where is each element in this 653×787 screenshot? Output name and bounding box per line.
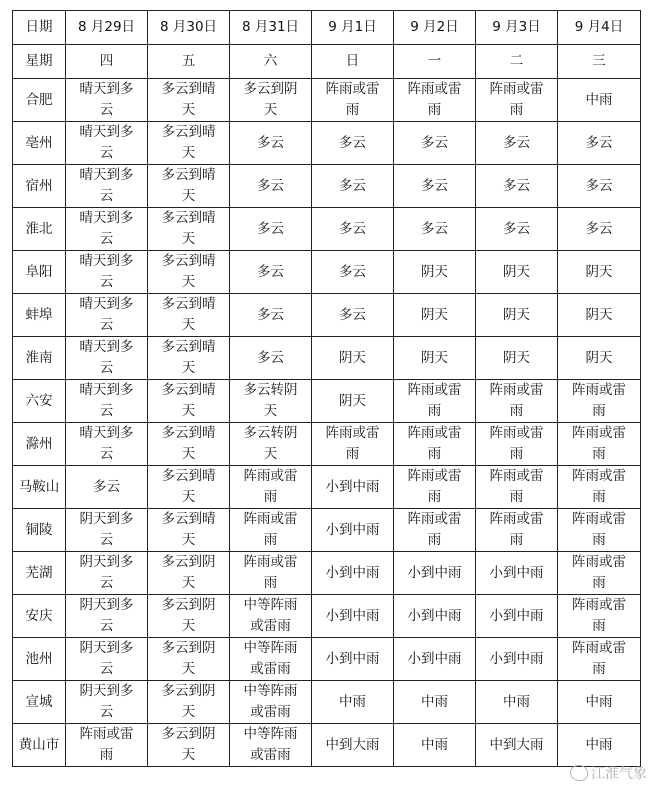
forecast-cell: [312, 423, 394, 466]
forecast-cell: [394, 595, 476, 638]
forecast-cell: [394, 724, 476, 767]
forecast-text: 中到大雨: [325, 736, 380, 753]
forecast-text: 多云: [503, 177, 530, 194]
weekday-row: [13, 45, 641, 79]
forecast-cell: [558, 251, 641, 294]
forecast-text: 多云转阴天: [243, 425, 298, 462]
forecast-cell: [476, 251, 558, 294]
forecast-text: 中等阵雨或雷雨: [243, 640, 298, 677]
forecast-cell: [148, 552, 230, 595]
date-cell: 9 月4日: [558, 11, 641, 45]
forecast-cell: [148, 380, 230, 423]
forecast-cell: [148, 466, 230, 509]
forecast-text: 阵雨或雷雨: [572, 640, 626, 677]
city-row: [13, 509, 641, 552]
forecast-text: 晴天到多云: [79, 382, 134, 419]
city-name: 芜湖: [13, 552, 66, 595]
forecast-cell: [312, 208, 394, 251]
forecast-cell: [66, 380, 148, 423]
forecast-cell: [66, 423, 148, 466]
forecast-text: 多云: [339, 220, 366, 237]
forecast-text: 阵雨或雷雨: [243, 468, 298, 505]
city-row: [13, 380, 641, 423]
city-name: 滁州: [13, 423, 66, 466]
forecast-cell: [66, 595, 148, 638]
forecast-text: 多云到晴天: [161, 81, 216, 118]
forecast-cell: [394, 380, 476, 423]
forecast-text: 多云到阴天: [161, 640, 216, 677]
forecast-text: 多云: [585, 177, 613, 194]
forecast-text: 多云: [257, 134, 284, 151]
city-row: [13, 337, 641, 380]
date-cell: 9 月1日: [312, 11, 394, 45]
forecast-text: 阵雨或雷雨: [572, 554, 626, 591]
forecast-cell: [558, 423, 641, 466]
forecast-cell: [230, 681, 312, 724]
forecast-cell: [230, 509, 312, 552]
city-name: 池州: [13, 638, 66, 681]
forecast-cell: [66, 294, 148, 337]
city-row: [13, 79, 641, 122]
forecast-text: 中等阵雨或雷雨: [243, 726, 298, 763]
forecast-cell: [476, 423, 558, 466]
forecast-text: 中到大雨: [489, 736, 544, 753]
forecast-cell: [394, 552, 476, 595]
forecast-text: 阴天: [339, 392, 366, 409]
forecast-cell: [148, 79, 230, 122]
weekday-cell: 六: [230, 45, 312, 79]
city-name: 淮南: [13, 337, 66, 380]
forecast-text: 中等阵雨或雷雨: [243, 683, 298, 720]
forecast-text: 晴天到多云: [79, 339, 134, 376]
forecast-text: 阵雨或雷雨: [572, 382, 626, 419]
forecast-text: 晴天到多云: [79, 425, 134, 462]
forecast-cell: [148, 595, 230, 638]
forecast-cell: [394, 466, 476, 509]
forecast-text: 多云到晴天: [161, 124, 216, 161]
forecast-cell: [312, 294, 394, 337]
forecast-text: 中雨: [421, 693, 448, 710]
date-cell: 9 月3日: [476, 11, 558, 45]
weekday-cell: 三: [558, 45, 641, 79]
city-name: 阜阳: [13, 251, 66, 294]
city-row: [13, 423, 641, 466]
city-name: 马鞍山: [13, 466, 66, 509]
forecast-cell: [66, 122, 148, 165]
forecast-cell: [394, 251, 476, 294]
city-name: 安庆: [13, 595, 66, 638]
forecast-text: 多云: [257, 177, 284, 194]
forecast-cell: [476, 122, 558, 165]
forecast-text: 多云到阴天: [243, 81, 298, 118]
weather-forecast-table: [12, 10, 641, 767]
forecast-text: 小到中雨: [325, 478, 380, 495]
forecast-text: 阴天: [503, 349, 530, 366]
forecast-text: 阴天: [585, 349, 613, 366]
city-name: 六安: [13, 380, 66, 423]
forecast-text: 阵雨或雷雨: [407, 81, 462, 118]
city-row: [13, 552, 641, 595]
city-name: 淮北: [13, 208, 66, 251]
city-name: 铜陵: [13, 509, 66, 552]
forecast-cell: [66, 251, 148, 294]
forecast-text: 多云: [421, 220, 448, 237]
forecast-text: 中等阵雨或雷雨: [243, 597, 298, 634]
city-row: [13, 681, 641, 724]
forecast-text: 多云: [339, 134, 366, 151]
forecast-text: 晴天到多云: [79, 210, 134, 247]
forecast-cell: [312, 466, 394, 509]
forecast-cell: [66, 638, 148, 681]
forecast-text: 小到中雨: [325, 650, 380, 667]
forecast-text: 阵雨或雷雨: [325, 425, 380, 462]
forecast-cell: [558, 337, 641, 380]
forecast-text: 中雨: [421, 736, 448, 753]
forecast-text: 多云到阴天: [161, 683, 216, 720]
forecast-cell: [558, 294, 641, 337]
forecast-text: 多云: [421, 134, 448, 151]
forecast-cell: [312, 595, 394, 638]
city-row: [13, 638, 641, 681]
forecast-text: 晴天到多云: [79, 124, 134, 161]
forecast-cell: [230, 552, 312, 595]
forecast-cell: [66, 509, 148, 552]
forecast-cell: [476, 337, 558, 380]
forecast-text: 阴天: [421, 349, 448, 366]
forecast-cell: [476, 380, 558, 423]
forecast-text: 阴天到多云: [79, 597, 134, 634]
forecast-cell: [312, 509, 394, 552]
forecast-text: 多云: [503, 220, 530, 237]
forecast-text: 阵雨或雷雨: [572, 511, 626, 548]
forecast-cell: [394, 337, 476, 380]
forecast-cell: [558, 466, 641, 509]
forecast-text: 晴天到多云: [79, 296, 134, 333]
forecast-cell: [312, 79, 394, 122]
forecast-text: 阴天到多云: [79, 511, 134, 548]
forecast-text: 小到中雨: [489, 650, 544, 667]
forecast-cell: [476, 79, 558, 122]
forecast-cell: [148, 423, 230, 466]
forecast-cell: [394, 638, 476, 681]
city-name: 宿州: [13, 165, 66, 208]
forecast-text: 多云到晴天: [161, 511, 216, 548]
forecast-cell: [148, 681, 230, 724]
forecast-cell: [312, 337, 394, 380]
forecast-text: 小到中雨: [325, 607, 380, 624]
forecast-text: 多云: [339, 177, 366, 194]
forecast-cell: [230, 122, 312, 165]
forecast-text: 阴天到多云: [79, 554, 134, 591]
forecast-cell: [148, 337, 230, 380]
forecast-text: 小到中雨: [325, 564, 380, 581]
forecast-text: 阴天: [503, 306, 530, 323]
forecast-text: 小到中雨: [407, 607, 462, 624]
forecast-text: 晴天到多云: [79, 253, 134, 290]
forecast-text: 阵雨或雷雨: [407, 468, 462, 505]
city-name: 蚌埠: [13, 294, 66, 337]
forecast-cell: [148, 294, 230, 337]
weibo-icon: [570, 765, 588, 781]
forecast-cell: [558, 681, 641, 724]
forecast-cell: [230, 165, 312, 208]
forecast-cell: [66, 552, 148, 595]
forecast-text: 多云到阴天: [161, 554, 216, 591]
forecast-cell: [558, 509, 641, 552]
forecast-cell: [148, 638, 230, 681]
forecast-text: 多云: [339, 263, 366, 280]
forecast-cell: [476, 509, 558, 552]
forecast-cell: [312, 638, 394, 681]
forecast-text: 阵雨或雷雨: [489, 382, 544, 419]
forecast-cell: [230, 337, 312, 380]
forecast-cell: [476, 552, 558, 595]
forecast-cell: [312, 681, 394, 724]
city-row: [13, 466, 641, 509]
forecast-cell: [230, 466, 312, 509]
weekday-cell: 一: [394, 45, 476, 79]
forecast-cell: [312, 165, 394, 208]
forecast-text: 小到中雨: [489, 607, 544, 624]
forecast-text: 多云到晴天: [161, 210, 216, 247]
forecast-text: 多云到晴天: [161, 253, 216, 290]
forecast-cell: [230, 380, 312, 423]
forecast-text: 阴天: [585, 306, 613, 323]
forecast-text: 多云到阴天: [161, 597, 216, 634]
forecast-text: 中雨: [339, 693, 366, 710]
forecast-text: 阵雨或雷雨: [572, 597, 626, 634]
forecast-text: 多云到晴天: [161, 425, 216, 462]
forecast-text: 中雨: [585, 736, 613, 753]
city-row: [13, 251, 641, 294]
forecast-text: 阵雨或雷雨: [489, 81, 544, 118]
date-header-row: [13, 11, 641, 45]
forecast-text: 中雨: [585, 91, 613, 108]
forecast-cell: [312, 122, 394, 165]
weekday-cell: 五: [148, 45, 230, 79]
forecast-text: 阴天到多云: [79, 640, 134, 677]
forecast-cell: [476, 724, 558, 767]
forecast-text: 多云: [257, 349, 284, 366]
forecast-text: 阵雨或雷雨: [489, 468, 544, 505]
forecast-text: 阵雨或雷雨: [243, 511, 298, 548]
forecast-text: 多云: [93, 478, 120, 495]
forecast-text: 多云: [421, 177, 448, 194]
forecast-cell: [230, 79, 312, 122]
forecast-text: 多云到晴天: [161, 167, 216, 204]
forecast-text: 阵雨或雷雨: [572, 425, 626, 462]
forecast-text: 阵雨或雷雨: [79, 726, 134, 763]
city-name: 合肥: [13, 79, 66, 122]
forecast-cell: [476, 466, 558, 509]
forecast-text: 阴天: [421, 263, 448, 280]
forecast-text: 多云: [257, 220, 284, 237]
forecast-text: 阴天: [421, 306, 448, 323]
forecast-cell: [558, 165, 641, 208]
forecast-cell: [394, 208, 476, 251]
forecast-cell: [394, 294, 476, 337]
forecast-text: 中雨: [585, 693, 613, 710]
city-row: [13, 165, 641, 208]
forecast-text: 中雨: [503, 693, 530, 710]
forecast-text: 多云: [585, 220, 613, 237]
forecast-text: 阵雨或雷雨: [325, 81, 380, 118]
forecast-cell: [476, 595, 558, 638]
forecast-cell: [148, 724, 230, 767]
forecast-cell: [394, 165, 476, 208]
forecast-cell: [148, 208, 230, 251]
forecast-text: 阵雨或雷雨: [407, 382, 462, 419]
forecast-text: 晴天到多云: [79, 167, 134, 204]
forecast-text: 多云到晴天: [161, 468, 216, 505]
city-name: 黄山市: [13, 724, 66, 767]
date-cell: 9 月2日: [394, 11, 476, 45]
forecast-text: 多云到晴天: [161, 339, 216, 376]
watermark: [570, 763, 647, 783]
forecast-text: 多云: [257, 263, 284, 280]
forecast-cell: [312, 552, 394, 595]
forecast-text: 阵雨或雷雨: [407, 511, 462, 548]
forecast-cell: [476, 638, 558, 681]
weekday-cell: 二: [476, 45, 558, 79]
forecast-text: 阵雨或雷雨: [243, 554, 298, 591]
forecast-text: 晴天到多云: [79, 81, 134, 118]
forecast-cell: [558, 79, 641, 122]
forecast-text: 多云: [585, 134, 613, 151]
forecast-cell: [394, 122, 476, 165]
forecast-text: 多云到晴天: [161, 296, 216, 333]
weekday-label: 星期: [13, 45, 66, 79]
forecast-text: 阵雨或雷雨: [572, 468, 626, 505]
date-cell: 8 月31日: [230, 11, 312, 45]
city-row: [13, 294, 641, 337]
forecast-cell: [394, 423, 476, 466]
city-row: [13, 122, 641, 165]
forecast-cell: [558, 552, 641, 595]
date-cell: 8 月30日: [148, 11, 230, 45]
forecast-cell: [558, 595, 641, 638]
forecast-text: 小到中雨: [489, 564, 544, 581]
forecast-cell: [394, 509, 476, 552]
forecast-cell: [230, 208, 312, 251]
forecast-cell: [558, 208, 641, 251]
forecast-cell: [148, 251, 230, 294]
forecast-cell: [230, 595, 312, 638]
forecast-cell: [394, 681, 476, 724]
forecast-cell: [558, 724, 641, 767]
forecast-text: 多云: [503, 134, 530, 151]
forecast-cell: [148, 509, 230, 552]
forecast-text: 小到中雨: [325, 521, 380, 538]
forecast-cell: [148, 122, 230, 165]
forecast-cell: [230, 638, 312, 681]
forecast-text: 阴天: [585, 263, 613, 280]
date-label: 日期: [13, 11, 66, 45]
forecast-text: 多云: [257, 306, 284, 323]
forecast-cell: [476, 165, 558, 208]
city-name: 亳州: [13, 122, 66, 165]
forecast-cell: [312, 724, 394, 767]
forecast-cell: [66, 165, 148, 208]
city-row: [13, 595, 641, 638]
watermark-text: 江淮气象: [591, 766, 647, 782]
forecast-text: 阴天: [503, 263, 530, 280]
forecast-cell: [476, 208, 558, 251]
forecast-cell: [476, 681, 558, 724]
forecast-text: 阵雨或雷雨: [407, 425, 462, 462]
forecast-cell: [66, 724, 148, 767]
forecast-text: 小到中雨: [407, 650, 462, 667]
forecast-text: 多云: [339, 306, 366, 323]
city-row: [13, 724, 641, 767]
forecast-cell: [312, 251, 394, 294]
forecast-cell: [230, 251, 312, 294]
weekday-cell: 日: [312, 45, 394, 79]
forecast-cell: [394, 79, 476, 122]
forecast-text: 阴天: [339, 349, 366, 366]
weekday-cell: 四: [66, 45, 148, 79]
forecast-cell: [558, 122, 641, 165]
forecast-cell: [66, 208, 148, 251]
forecast-text: 阵雨或雷雨: [489, 511, 544, 548]
forecast-cell: [66, 79, 148, 122]
forecast-cell: [558, 380, 641, 423]
forecast-text: 小到中雨: [407, 564, 462, 581]
date-cell: 8 月29日: [66, 11, 148, 45]
forecast-cell: [230, 294, 312, 337]
forecast-text: 多云到晴天: [161, 382, 216, 419]
forecast-cell: [148, 165, 230, 208]
forecast-cell: [558, 638, 641, 681]
forecast-cell: [230, 423, 312, 466]
forecast-text: 阴天到多云: [79, 683, 134, 720]
city-name: 宣城: [13, 681, 66, 724]
forecast-text: 多云到阴天: [161, 726, 216, 763]
forecast-cell: [230, 724, 312, 767]
forecast-cell: [312, 380, 394, 423]
forecast-cell: [66, 681, 148, 724]
forecast-cell: [476, 294, 558, 337]
forecast-text: 多云转阴天: [243, 382, 298, 419]
forecast-text: 阵雨或雷雨: [489, 425, 544, 462]
city-row: [13, 208, 641, 251]
forecast-cell: [66, 337, 148, 380]
forecast-cell: [66, 466, 148, 509]
